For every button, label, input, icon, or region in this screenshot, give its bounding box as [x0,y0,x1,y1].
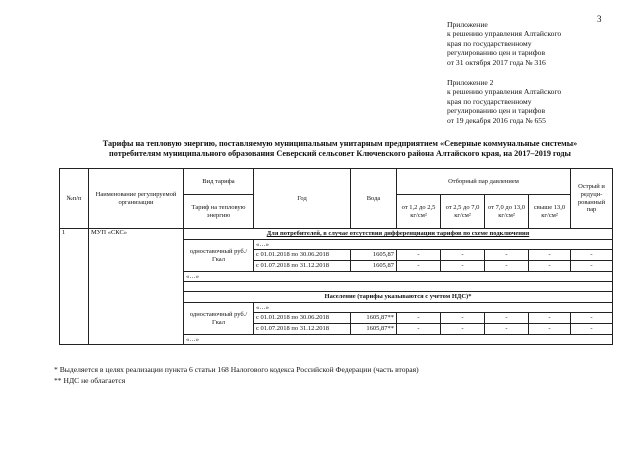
steam-value: - [397,313,441,324]
section-1-ellipsis-end: «…» [184,272,613,282]
appendix-1-line: к решению управления Алтайского [447,29,562,39]
water-value: 1605,87** [351,313,397,324]
section-2-tariff-type: одноставочный руб./Гкал [184,303,254,335]
water-value: 1605,87 [351,261,397,272]
appendix-block-2 [447,78,561,125]
steam-value: - [441,261,485,272]
steam-value: - [529,250,571,261]
water-value: 1605,87 [351,250,397,261]
sharp-steam-value: - [571,324,613,335]
steam-value: - [485,250,529,261]
row-number: 1 [60,229,89,345]
section-2-heading: Население (тарифы указываются с учетом НДС)* [184,292,613,303]
section-2-ellipsis-end: «…» [184,335,613,345]
appendix-2-line: от 19 декабря 2016 года № 655 [447,115,546,125]
appendix-2-line: края по государственному [447,96,532,106]
section-1-tariff-type: одноставочный руб./Гкал [184,240,254,272]
appendix-1-line: края по государственному [447,38,532,48]
spacer-row [184,282,613,292]
steam-value: - [529,324,571,335]
appendix-1-line: регулированию цен и тарифов [447,48,546,58]
header-steam-group: Отборный пар давлением [397,169,571,195]
page-number: 3 [597,14,602,24]
section-1-heading: Для потребителей, в случае отсутствия дифференциации тарифов по схеме подключения [184,229,613,240]
appendix-2-line: к решению управления Алтайского [447,87,562,97]
header-steam-1: от 1,2 до 2,5 кг/см² [397,195,441,229]
header-sharp-steam: Острый и редуци-рованный пар [571,169,613,229]
steam-value: - [397,324,441,335]
steam-value: - [441,313,485,324]
header-steam-2: от 2,5 до 7,0 кг/см² [441,195,485,229]
steam-value: - [441,250,485,261]
header-year: Год [254,169,351,229]
document-title [40,139,640,159]
header-steam-4: свыше 13,0 кг/см² [529,195,571,229]
header-tariff-sub: Тариф на тепловую энергию [184,195,254,229]
steam-value: - [485,324,529,335]
period-cell: с 01.01.2018 по 30.06.2018 [254,313,351,324]
period-cell: с 01.01.2018 по 30.06.2018 [254,250,351,261]
header-steam-3: от 7,0 до 13,0 кг/см² [485,195,529,229]
appendix-2-line: регулированию цен и тарифов [447,106,546,116]
header-num: №п/п [60,169,89,229]
steam-value: - [485,261,529,272]
title-line-2: потребителям муниципального образования Северский сельсовет Ключевского района Алтайского края, на 2017–2019 годы [109,149,571,159]
steam-value: - [485,313,529,324]
steam-value: - [529,313,571,324]
steam-value: - [529,261,571,272]
period-cell: с 01.07.2018 по 31.12.2018 [254,324,351,335]
sharp-steam-value: - [571,313,613,324]
appendix-1-line: Приложение [447,20,488,29]
organization-name: МУП «СКС» [89,229,184,345]
header-tariff-kind: Вид тарифа [184,169,254,195]
title-line-1: Тарифы на тепловую энергию, поставляемую муниципальным унитарным предприятием «Северные коммунальные системы» [102,139,578,148]
water-value: 1605,87** [351,324,397,335]
steam-value: - [441,324,485,335]
tariff-table [59,168,613,345]
footnote-1: * Выделяется в целях реализации пункта 6 статьи 168 Налогового кодекса Российской Федерации (часть вторая) [54,365,419,374]
appendix-1-line: от 31 октября 2017 года № 316 [447,57,546,67]
sharp-steam-value: - [571,250,613,261]
period-cell: с 01.07.2018 по 31.12.2018 [254,261,351,272]
footnote-2: ** НДС не облагается [54,376,126,385]
sharp-steam-value: - [571,261,613,272]
section-1-ellipsis: «…» [254,240,613,250]
appendix-block-1 [447,20,561,67]
header-water: Вода [351,169,397,229]
header-organization: Наименование регулируемой организации [89,169,184,229]
steam-value: - [397,261,441,272]
appendix-2-line: Приложение 2 [447,78,494,87]
section-2-ellipsis: «…» [254,303,613,313]
steam-value: - [397,250,441,261]
